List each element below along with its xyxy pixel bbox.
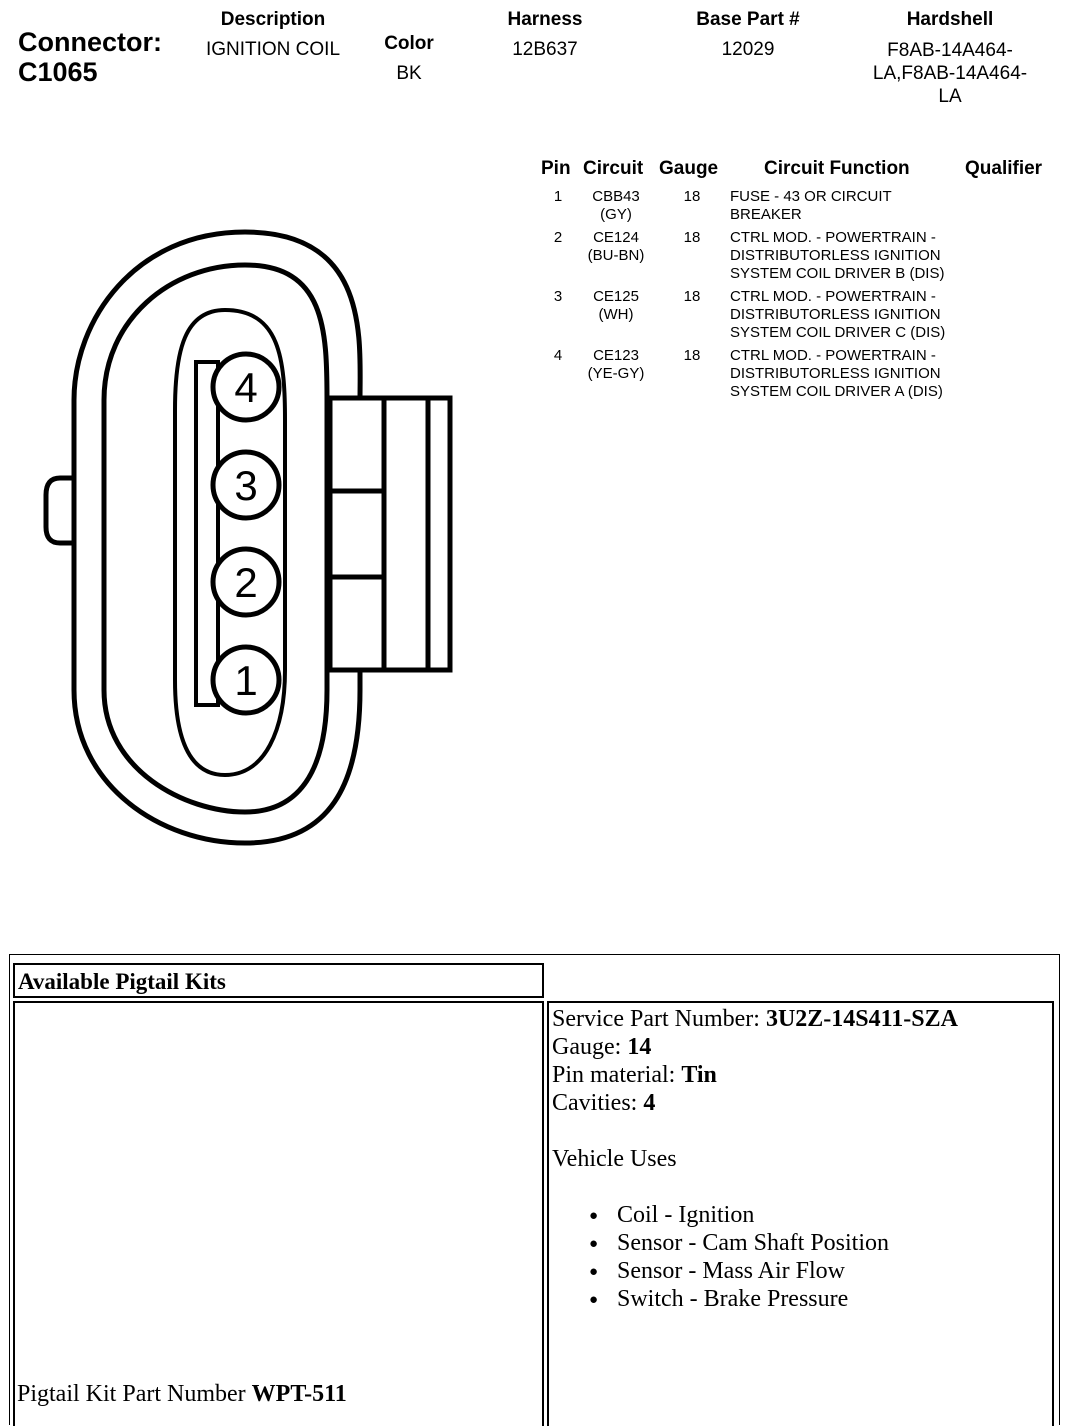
col-function-header: Circuit Function <box>764 158 910 179</box>
circuit-code: CE123 <box>593 347 639 364</box>
hardshell-value <box>855 39 1045 108</box>
list-item: ● Sensor - Mass Air Flow <box>589 1257 958 1285</box>
pin-material-value: Tin <box>681 1062 717 1088</box>
kit-number: WPT-511 <box>251 1381 347 1407</box>
pigtail-title: Available Pigtail Kits <box>18 969 226 994</box>
circuit-function <box>730 288 945 342</box>
function-line: CTRL MOD. - POWERTRAIN - <box>730 288 936 305</box>
pin-2-number: 2 <box>234 559 258 606</box>
wire-gauge: 18 <box>683 288 701 305</box>
connector-label: Connector: <box>18 27 162 57</box>
pin-number: 4 <box>553 347 563 364</box>
circuit-color: (YE-GY) <box>587 365 645 382</box>
circuit-function <box>730 229 944 283</box>
gauge-line <box>552 1033 958 1061</box>
function-line: SYSTEM COIL DRIVER B (DIS) <box>730 265 945 282</box>
kit-label: Pigtail Kit Part Number <box>17 1381 252 1407</box>
pin-3-number: 3 <box>234 462 258 509</box>
pigtail-title-box <box>13 963 544 998</box>
cavities-value: 4 <box>643 1090 656 1116</box>
list-item: ● Sensor - Cam Shaft Position <box>589 1229 958 1257</box>
pin-4-number: 4 <box>234 364 258 411</box>
hardshell-line: F8AB-14A464- <box>887 40 1013 61</box>
pin-3 <box>213 452 279 518</box>
function-line: DISTRIBUTORLESS IGNITION <box>730 365 941 382</box>
connector-face-diagram <box>40 225 470 850</box>
function-line: CTRL MOD. - POWERTRAIN - <box>730 347 936 364</box>
harness-value: 12B637 <box>512 39 578 60</box>
hardshell-line: LA <box>938 86 962 107</box>
list-item: ● Coil - Ignition <box>589 1201 958 1229</box>
circuit-code: CE125 <box>593 288 639 305</box>
service-part-value: 3U2Z-14S411-SZA <box>765 1006 958 1032</box>
function-line: DISTRIBUTORLESS IGNITION <box>730 306 941 323</box>
pigtail-details-box <box>547 1001 1054 1426</box>
col-circuit-header: Circuit <box>583 158 644 179</box>
col-gauge-header: Gauge <box>659 158 719 179</box>
connector-id: C1065 <box>18 57 98 87</box>
gauge-label: Gauge: <box>552 1034 628 1060</box>
function-line: CTRL MOD. - POWERTRAIN - <box>730 229 936 246</box>
description-header: Description <box>220 9 326 30</box>
circuit-color: (BU-BN) <box>587 247 645 264</box>
function-line: BREAKER <box>730 206 802 223</box>
vehicle-uses-label: Vehicle Uses <box>552 1146 677 1172</box>
pin-material-line <box>552 1061 958 1089</box>
cavities-line <box>552 1089 958 1117</box>
col-pin-header: Pin <box>541 158 571 179</box>
gauge-value: 14 <box>627 1034 652 1060</box>
circuit-color: (WH) <box>598 306 634 323</box>
function-line: FUSE - 43 OR CIRCUIT <box>730 188 892 205</box>
pin-4 <box>213 354 279 420</box>
function-line: SYSTEM COIL DRIVER C (DIS) <box>730 324 946 341</box>
wire-gauge: 18 <box>683 188 701 205</box>
wire-gauge: 18 <box>683 229 701 246</box>
hardshell-header: Hardshell <box>906 9 994 30</box>
function-line: SYSTEM COIL DRIVER A (DIS) <box>730 383 943 400</box>
circuit-code: CE124 <box>593 229 639 246</box>
hardshell-line: LA,F8AB-14A464- <box>872 63 1028 84</box>
function-line: DISTRIBUTORLESS IGNITION <box>730 247 941 264</box>
color-header: Color <box>384 33 434 54</box>
connector-title <box>18 27 162 87</box>
color-value: BK <box>396 63 422 84</box>
pin-1 <box>213 647 279 713</box>
description-value: IGNITION COIL <box>205 39 341 60</box>
pin-number: 3 <box>553 288 563 305</box>
latch-block <box>330 398 450 670</box>
col-qualifier-header: Qualifier <box>965 158 1043 179</box>
service-part-line <box>552 1005 958 1033</box>
pigtail-kit-part <box>17 1380 347 1408</box>
wire-gauge: 18 <box>683 347 701 364</box>
service-part-label: Service Part Number: <box>552 1006 766 1032</box>
pigtail-image-box <box>13 1001 544 1426</box>
pin-2 <box>213 549 279 615</box>
key-rib <box>196 362 218 705</box>
circuit-function <box>730 347 943 401</box>
pin-number: 1 <box>553 188 563 205</box>
harness-header: Harness <box>507 9 583 30</box>
base-part-header: Base Part # <box>696 9 800 30</box>
pin-number: 2 <box>553 229 563 246</box>
pin-1-number: 1 <box>234 657 258 704</box>
pigtail-details <box>552 1005 958 1313</box>
base-part-value: 12029 <box>721 39 775 60</box>
list-item: ● Switch - Brake Pressure <box>589 1285 958 1313</box>
vehicle-uses-list <box>589 1201 958 1313</box>
circuit-code: CBB43 <box>592 188 640 205</box>
circuit-function <box>730 188 892 224</box>
circuit-color: (GY) <box>600 206 632 223</box>
pin-material-label: Pin material: <box>552 1062 682 1088</box>
cavities-label: Cavities: <box>552 1090 644 1116</box>
